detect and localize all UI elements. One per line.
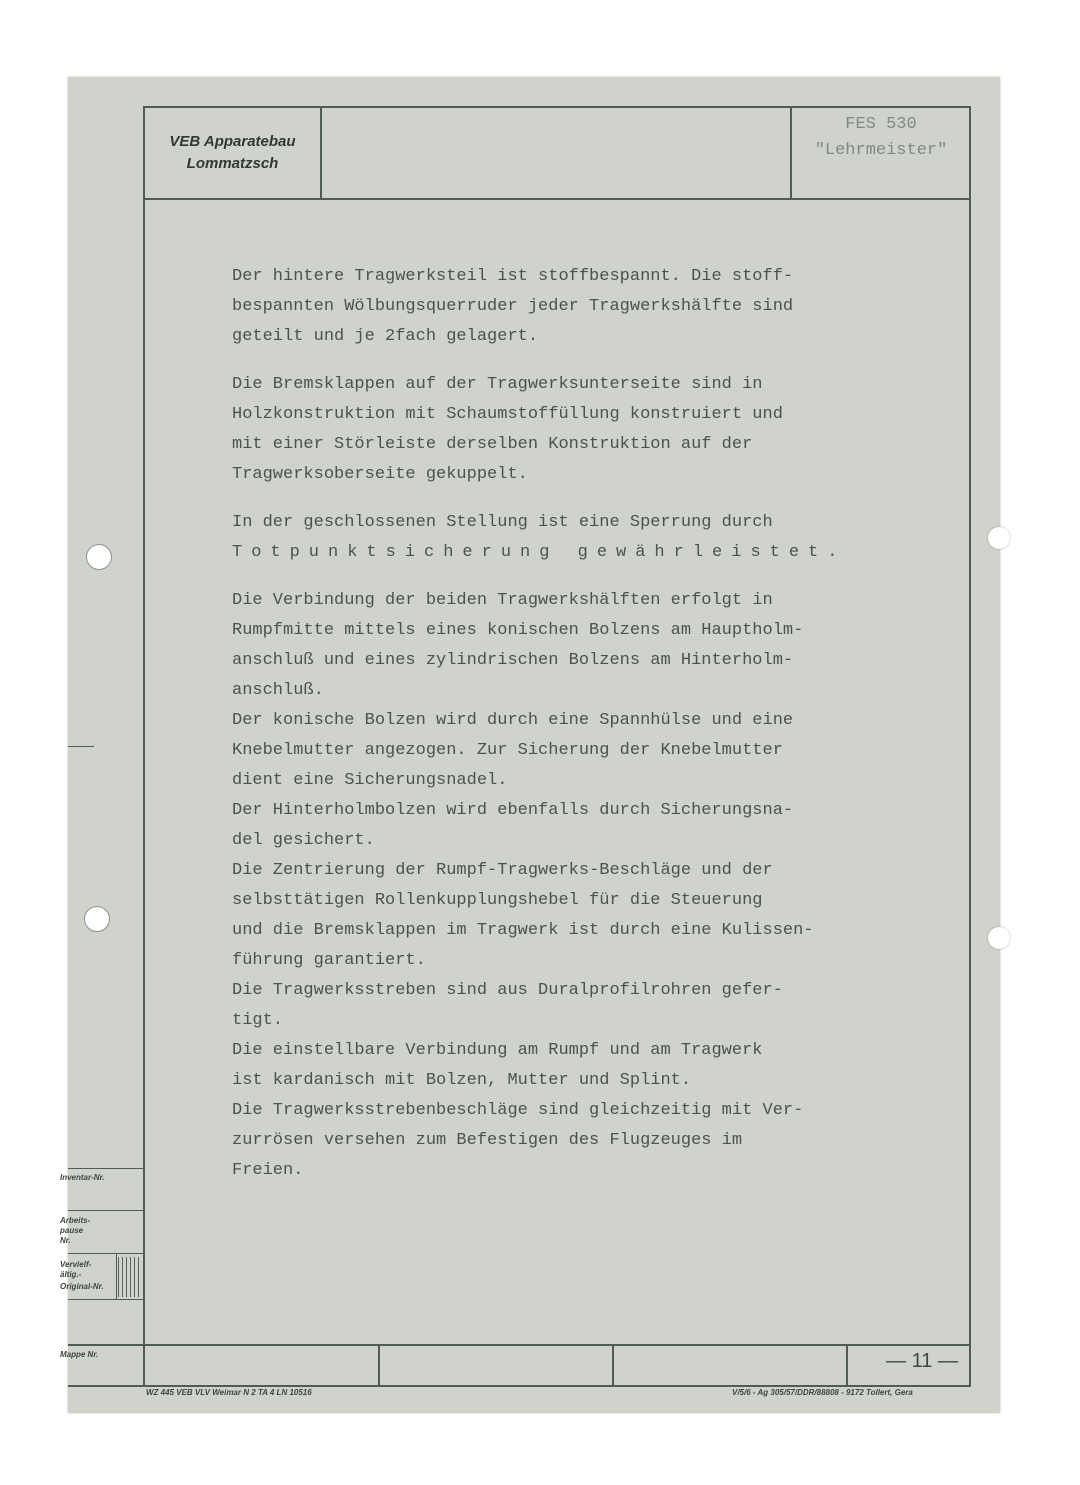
frame-header-bottom <box>143 198 971 200</box>
document-code <box>793 112 969 192</box>
text-line: Der Hinterholmbolzen wird ebenfalls durch Sicherungsna- <box>232 801 794 820</box>
paragraph-3 <box>232 508 912 568</box>
frame-bottom <box>68 1385 971 1387</box>
text-line: anschluß. <box>232 681 324 700</box>
text-line: bespannten Wölbungsquerruder jeder Tragwerkshälfte sind <box>232 297 794 316</box>
frame-right <box>969 106 971 1387</box>
page-number: — 11 — <box>886 1350 958 1372</box>
text-line: Holzkonstruktion mit Schaumstoffüllung konstruiert und <box>232 405 783 424</box>
side-box-line-1 <box>68 1168 144 1169</box>
text-line: Rumpfmitte mittels eines konischen Bolzens am Hauptholm- <box>232 621 804 640</box>
text-line: Die Verbindung der beiden Tragwerkshälften erfolgt in <box>232 591 773 610</box>
text-line: geteilt und je 2fach gelagert. <box>232 327 539 346</box>
paragraph-2 <box>232 370 912 490</box>
verviel-label-1: Vervielf- <box>60 1260 92 1269</box>
arbeits-label-2: pause <box>60 1226 84 1235</box>
text-line: anschluß und eines zylindrischen Bolzens am Hinterholm- <box>232 651 794 670</box>
text-line: selbsttätigen Rollenkupplungshebel für die Steuerung <box>232 891 763 910</box>
text-line: Die Tragwerksstrebenbeschläge sind gleichzeitig mit Ver- <box>232 1101 804 1120</box>
frame-footer-divider-3 <box>846 1344 848 1386</box>
company-name <box>145 108 320 198</box>
frame-header-divider-2 <box>790 106 792 199</box>
text-line: führung garantiert. <box>232 951 426 970</box>
side-box-line-3 <box>68 1253 144 1254</box>
model-name: "Lehrmeister" <box>814 141 948 160</box>
text-line: und die Bremsklappen im Tragwerk ist durch eine Kulissen- <box>232 921 814 940</box>
text-line-spaced: Totpunktsicherung gewährleistet. <box>232 543 847 562</box>
verviel-label-2: ältig.- <box>60 1270 82 1279</box>
text-line: Der konische Bolzen wird durch eine Spannhülse und eine <box>232 711 794 730</box>
company-line-2: Lommatzsch <box>186 155 279 172</box>
type-code: FES 530 <box>845 115 917 134</box>
punch-hole-right-bottom <box>988 927 1010 949</box>
verviel-label-3: Original-Nr. <box>60 1282 104 1291</box>
margin-tick <box>68 746 94 747</box>
text-line: Die Tragwerksstreben sind aus Duralprofilrohren gefer- <box>232 981 783 1000</box>
text-line: Knebelmutter angezogen. Zur Sicherung der Knebelmutter <box>232 741 783 760</box>
hatched-field <box>118 1257 142 1297</box>
text-line: Die Zentrierung der Rumpf-Tragwerks-Beschläge und der <box>232 861 773 880</box>
frame-footer-top <box>68 1344 971 1346</box>
text-line: Freien. <box>232 1161 304 1180</box>
body-text <box>232 262 912 1186</box>
text-line: Der hintere Tragwerksteil ist stoffbespannt. Die stoff- <box>232 267 794 286</box>
frame-header-divider-1 <box>320 106 322 199</box>
arbeits-label-3: Nr. <box>60 1236 71 1245</box>
text-line: Die einstellbare Verbindung am Rumpf und am Tragwerk <box>232 1041 763 1060</box>
text-line: ist kardanisch mit Bolzen, Mutter und Splint. <box>232 1071 692 1090</box>
paragraph-4 <box>232 586 912 1186</box>
side-box-line-2 <box>68 1210 144 1211</box>
company-line-1: VEB Apparatebau <box>169 133 296 150</box>
text-line: del gesichert. <box>232 831 375 850</box>
frame-left <box>143 106 145 1387</box>
text-line: tigt. <box>232 1011 284 1030</box>
text-line: Die Bremsklappen auf der Tragwerksunterseite sind in <box>232 375 763 394</box>
side-box-line-5 <box>116 1253 117 1299</box>
text-line: Tragwerksoberseite gekuppelt. <box>232 465 528 484</box>
mappe-label: Mappe Nr. <box>60 1350 99 1359</box>
inventar-label: Inventar-Nr. <box>60 1173 105 1182</box>
paragraph-1 <box>232 262 912 352</box>
text-line: dient eine Sicherungsnadel. <box>232 771 508 790</box>
frame-footer-divider-2 <box>612 1344 614 1386</box>
side-box-line-4 <box>68 1299 144 1300</box>
text-line: In der geschlossenen Stellung ist eine Sperrung durch <box>232 513 773 532</box>
text-line: zurrösen versehen zum Befestigen des Flugzeuges im <box>232 1131 743 1150</box>
punch-hole-left-top <box>86 544 112 570</box>
punch-hole-left-bottom <box>84 906 110 932</box>
arbeits-label-1: Arbeits- <box>60 1216 91 1225</box>
frame-footer-divider-1 <box>378 1344 380 1386</box>
text-line: mit einer Störleiste derselben Konstruktion auf der <box>232 435 753 454</box>
footer-left: WZ 445 VEB VLV Weimar N 2 TA 4 LN 10516 <box>146 1388 312 1397</box>
footer-right: V/5/6 - Ag 305/57/DDR/88808 - 9172 Tollert, Gera <box>732 1388 913 1397</box>
punch-hole-right-top <box>988 527 1010 549</box>
